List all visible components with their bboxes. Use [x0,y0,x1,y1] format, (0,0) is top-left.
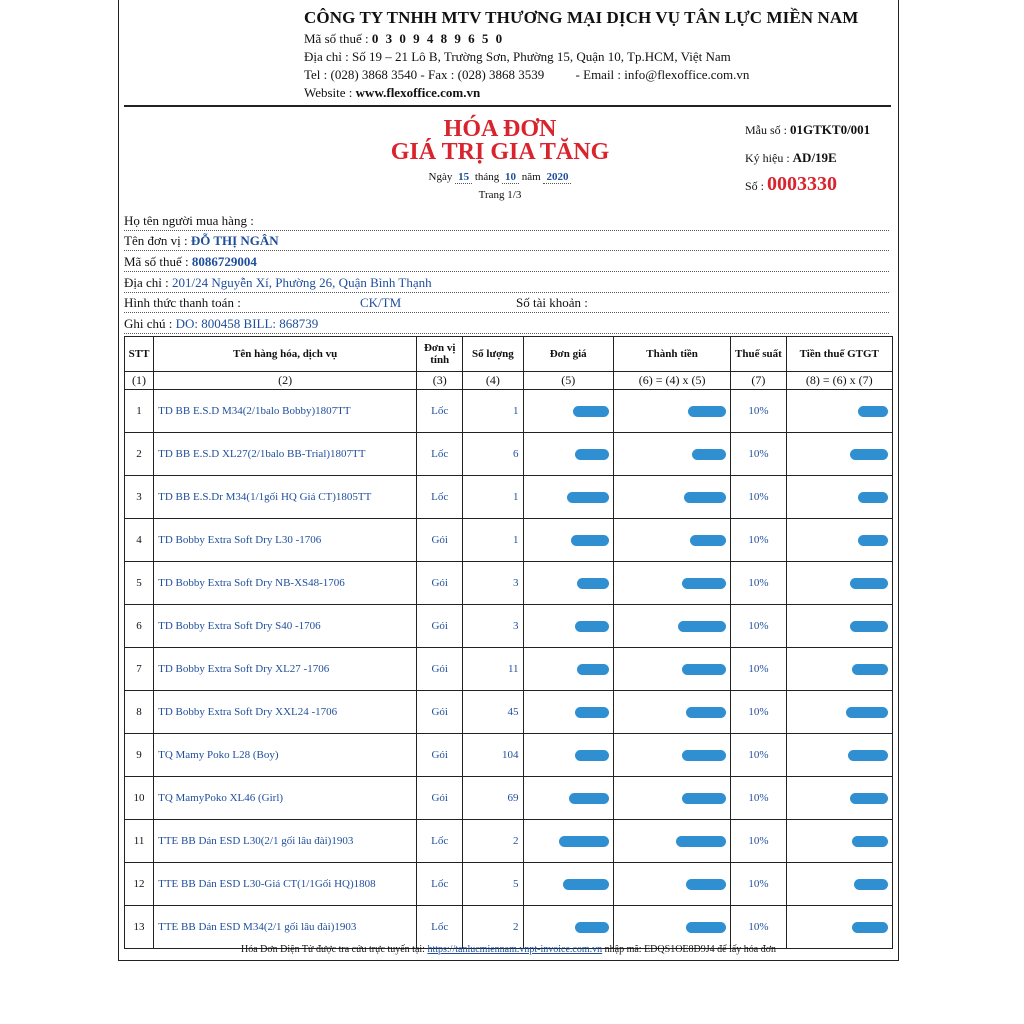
header-price: Đơn giá [523,337,613,372]
row-price-redacted [523,519,613,562]
header-stt: STT [125,337,154,372]
buyer-unit-label: Tên đơn vị : [124,233,188,248]
row-stt: 10 [125,777,154,820]
redaction-mark [575,449,609,460]
row-vat-redacted [786,863,892,906]
redaction-mark [573,406,609,417]
redaction-mark [571,535,609,546]
redaction-mark [852,664,888,675]
row-qty: 3 [463,605,523,648]
colnum: (5) [523,372,613,390]
redaction-mark [684,492,726,503]
symbol-label: Ký hiệu : [745,151,790,165]
number-value: 0003330 [767,173,838,195]
colnum: (7) [731,372,786,390]
redaction-mark [577,578,609,589]
header-divider [124,105,891,107]
redaction-mark [569,793,609,804]
row-qty: 69 [463,777,523,820]
row-qty: 5 [463,863,523,906]
row-item-name: TD BB E.S.D M34(2/1balo Bobby)1807TT [154,390,417,433]
company-contact-line [304,67,749,83]
table-header-row [125,337,893,372]
company-tax-label: Mã số thuế : [304,31,369,46]
row-amount-redacted [613,433,730,476]
redaction-mark [563,879,609,890]
row-tax-rate: 10% [731,906,786,949]
table-row [125,906,893,949]
row-vat-redacted [786,519,892,562]
items-table [124,336,893,949]
row-price-redacted [523,605,613,648]
buyer-unit-field [124,233,889,251]
footer-note [118,944,899,955]
payment-value: CK/TM [360,295,402,310]
row-qty: 1 [463,519,523,562]
row-amount-redacted [613,519,730,562]
row-tax-rate: 10% [731,390,786,433]
invoice-date [400,171,600,183]
row-item-name: TD BB E.S.Dr M34(1/1gối HQ Giá CT)1805TT [154,476,417,519]
payment-label: Hình thức thanh toán : [124,295,241,310]
row-tax-rate: 10% [731,476,786,519]
item-rows [125,390,893,949]
buyer-name-field [124,213,889,231]
redaction-mark [686,922,726,933]
row-item-name: TD Bobby Extra Soft Dry XXL24 -1706 [154,691,417,734]
row-amount-redacted [613,605,730,648]
row-item-name: TTE BB Dán ESD L30(2/1 gối lâu đài)1903 [154,820,417,863]
buyer-tax-label: Mã số thuế : [124,254,189,269]
row-unit: Lốc [417,863,463,906]
header-amount: Thành tiền [613,337,730,372]
row-amount-redacted [613,648,730,691]
invoice-title-line1: HÓA ĐƠN [443,116,557,142]
colnum: (2) [154,372,417,390]
day-value: 15 [455,171,472,184]
row-vat-redacted [786,691,892,734]
header-tax-rate: Thuế suất [731,337,786,372]
company-email: - Email : info@flexoffice.com.vn [575,67,750,82]
row-price-redacted [523,820,613,863]
redaction-mark [567,492,609,503]
row-vat-redacted [786,734,892,777]
row-vat-redacted [786,777,892,820]
redaction-mark [858,492,888,503]
redaction-mark [850,578,888,589]
header-unit: Đơn vị tính [417,337,463,372]
invoice-number [745,173,837,196]
redaction-mark [577,664,609,675]
table-row [125,519,893,562]
row-vat-redacted [786,648,892,691]
table-row [125,734,893,777]
row-item-name: TD Bobby Extra Soft Dry XL27 -1706 [154,648,417,691]
row-amount-redacted [613,863,730,906]
row-amount-redacted [613,820,730,863]
row-qty: 3 [463,562,523,605]
row-amount-redacted [613,476,730,519]
buyer-address-label: Địa chỉ : [124,275,169,290]
row-price-redacted [523,863,613,906]
form-value: 01GTKT0/001 [790,122,871,137]
row-unit: Lốc [417,906,463,949]
row-stt: 5 [125,562,154,605]
row-item-name: TD BB E.S.D XL27(2/1balo BB-Trial)1807TT [154,433,417,476]
table-row [125,648,893,691]
colnum: (6) = (4) x (5) [613,372,730,390]
row-price-redacted [523,691,613,734]
row-unit: Lốc [417,390,463,433]
colnum: (3) [417,372,463,390]
row-stt: 11 [125,820,154,863]
row-unit: Lốc [417,433,463,476]
row-qty: 1 [463,476,523,519]
row-amount-redacted [613,906,730,949]
row-item-name: TD Bobby Extra Soft Dry NB-XS48-1706 [154,562,417,605]
company-phone: Tel : (028) 3868 3540 - Fax : (028) 3868 3539 [304,67,545,82]
table-row [125,605,893,648]
redaction-mark [575,750,609,761]
row-item-name: TTE BB Dán ESD M34(2/1 gối lâu đài)1903 [154,906,417,949]
row-unit: Gói [417,734,463,777]
month-label: tháng [474,171,500,183]
header-name: Tên hàng hóa, dịch vụ [154,337,417,372]
redaction-mark [682,578,726,589]
year-label: năm [521,171,541,183]
redaction-mark [688,406,726,417]
row-tax-rate: 10% [731,648,786,691]
company-tax-line [304,31,504,47]
account-label: Số tài khoản : [516,295,588,310]
table-row [125,777,893,820]
table-row [125,562,893,605]
row-vat-redacted [786,906,892,949]
page-indicator: Trang 1/3 [478,189,522,201]
table-row [125,476,893,519]
row-qty: 11 [463,648,523,691]
row-stt: 12 [125,863,154,906]
symbol [745,150,837,166]
row-vat-redacted [786,390,892,433]
row-tax-rate: 10% [731,433,786,476]
company-tax-code: 0 3 0 9 4 8 9 6 5 0 [371,31,505,46]
row-vat-redacted [786,820,892,863]
symbol-value: AD/19E [792,150,837,165]
row-price-redacted [523,562,613,605]
header-qty: Số lượng [463,337,523,372]
row-amount-redacted [613,390,730,433]
lookup-link[interactable]: https://tanlucmiennam.vnpt-invoice.com.vn [427,944,603,955]
redaction-mark [676,836,726,847]
redaction-mark [852,836,888,847]
colnum: (1) [125,372,154,390]
redaction-mark [682,793,726,804]
row-tax-rate: 10% [731,734,786,777]
redaction-mark [858,406,888,417]
colnum: (8) = (6) x (7) [786,372,892,390]
redaction-mark [682,750,726,761]
row-tax-rate: 10% [731,863,786,906]
row-qty: 2 [463,820,523,863]
table-row [125,691,893,734]
row-tax-rate: 10% [731,691,786,734]
company-website-line [304,85,480,101]
row-price-redacted [523,476,613,519]
redaction-mark [575,621,609,632]
row-unit: Gói [417,519,463,562]
row-unit: Gói [417,605,463,648]
year-value: 2020 [543,171,571,184]
table-row [125,390,893,433]
company-address: Địa chỉ : Số 19 – 21 Lô B, Trường Sơn, Phường 15, Quận 10, Tp.HCM, Việt Nam [304,49,731,64]
table-row [125,433,893,476]
redaction-mark [682,664,726,675]
row-unit: Gói [417,648,463,691]
row-stt: 2 [125,433,154,476]
note-label: Ghi chú : [124,316,173,331]
invoice-title-line2: GIÁ TRỊ GIA TĂNG [390,139,610,165]
buyer-name-label: Họ tên người mua hàng : [124,213,254,228]
header-vat: Tiền thuế GTGT [786,337,892,372]
day-label: Ngày [428,171,453,183]
row-tax-rate: 10% [731,605,786,648]
redaction-mark [575,922,609,933]
row-stt: 13 [125,906,154,949]
row-vat-redacted [786,605,892,648]
row-vat-redacted [786,562,892,605]
redaction-mark [575,707,609,718]
colnum: (4) [463,372,523,390]
row-stt: 4 [125,519,154,562]
table-row [125,863,893,906]
row-item-name: TTE BB Dán ESD L30-Giá CT(1/1Gối HQ)1808 [154,863,417,906]
column-number-row [125,372,893,390]
row-price-redacted [523,777,613,820]
row-amount-redacted [613,777,730,820]
row-stt: 9 [125,734,154,777]
redaction-mark [850,449,888,460]
row-qty: 1 [463,390,523,433]
row-amount-redacted [613,691,730,734]
form-label: Mẫu số : [745,123,787,137]
footer-prefix: Hóa Đơn Điện Tử được tra cứu trực tuyến tại: [240,944,425,955]
row-qty: 2 [463,906,523,949]
form-number [745,122,870,138]
row-price-redacted [523,433,613,476]
row-stt: 7 [125,648,154,691]
row-price-redacted [523,734,613,777]
company-website: www.flexoffice.com.vn [355,85,481,100]
redaction-mark [678,621,726,632]
redaction-mark [690,535,726,546]
redaction-mark [559,836,609,847]
redaction-mark [850,621,888,632]
row-tax-rate: 10% [731,519,786,562]
row-qty: 6 [463,433,523,476]
buyer-tax-value: 8086729004 [191,254,257,269]
row-item-name: TQ Mamy Poko L28 (Boy) [154,734,417,777]
row-qty: 104 [463,734,523,777]
row-tax-rate: 10% [731,562,786,605]
redaction-mark [692,449,726,460]
row-price-redacted [523,648,613,691]
row-unit: Gói [417,691,463,734]
row-unit: Gói [417,562,463,605]
buyer-address-field [124,275,889,293]
row-unit: Gói [417,777,463,820]
number-label: Số : [745,179,765,193]
redaction-mark [686,707,726,718]
row-item-name: TQ MamyPoko XL46 (Girl) [154,777,417,820]
row-stt: 3 [125,476,154,519]
redaction-mark [858,535,888,546]
row-stt: 1 [125,390,154,433]
redaction-mark [846,707,888,718]
row-amount-redacted [613,562,730,605]
buyer-address-value: 201/24 Nguyễn Xí, Phường 26, Quận Bình Thạnh [172,275,432,290]
payment-field [124,295,889,313]
row-tax-rate: 10% [731,777,786,820]
row-vat-redacted [786,433,892,476]
row-vat-redacted [786,476,892,519]
row-item-name: TD Bobby Extra Soft Dry L30 -1706 [154,519,417,562]
redaction-mark [852,922,888,933]
note-field [124,316,889,334]
company-website-label: Website : [304,85,353,100]
redaction-mark [686,879,726,890]
footer-suffix: nhập mã: EDQS1OE8D9J4 để lấy hóa đơn [604,944,777,955]
row-stt: 8 [125,691,154,734]
note-value: DO: 800458 BILL: 868739 [175,316,319,331]
row-price-redacted [523,390,613,433]
redaction-mark [848,750,888,761]
redaction-mark [854,879,888,890]
row-amount-redacted [613,734,730,777]
buyer-unit-value: ĐỖ THỊ NGÂN [190,233,279,248]
buyer-tax-field [124,254,889,272]
company-name: CÔNG TY TNHH MTV THƯƠNG MẠI DỊCH VỤ TÂN LỰC MIỀN NAM [304,8,859,27]
row-unit: Lốc [417,476,463,519]
table-row [125,820,893,863]
row-tax-rate: 10% [731,820,786,863]
row-stt: 6 [125,605,154,648]
redaction-mark [850,793,888,804]
month-value: 10 [502,171,519,184]
row-price-redacted [523,906,613,949]
row-item-name: TD Bobby Extra Soft Dry S40 -1706 [154,605,417,648]
row-qty: 45 [463,691,523,734]
row-unit: Lốc [417,820,463,863]
